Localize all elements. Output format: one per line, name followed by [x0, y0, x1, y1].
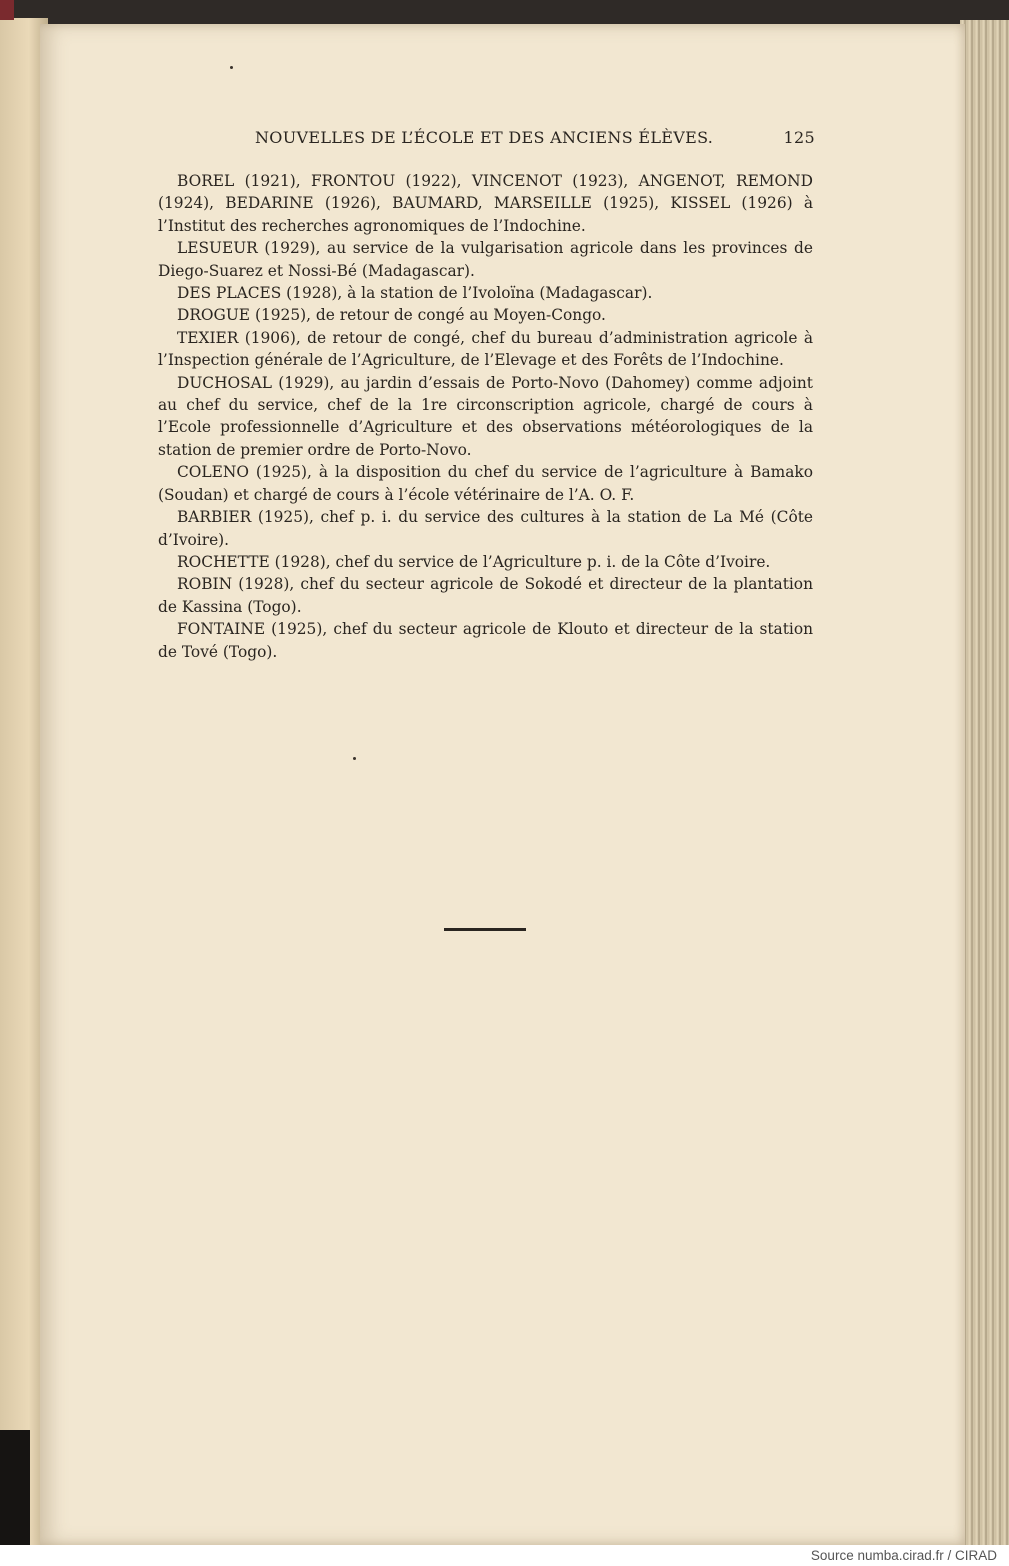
entry-paragraph: ROCHETTE (1928), chef du service de l’Agriculture p. i. de la Côte d’Ivoire.: [177, 552, 771, 571]
speck: [230, 66, 233, 69]
entry-paragraph: DROGUE (1925), de retour de congé au Moyen-Congo.: [177, 306, 606, 325]
entry-paragraph: LESUEUR (1929), au service de la vulgarisation agricole dans les provinces de Diego-Suarez et Nossi-Bé (Madagascar).: [158, 239, 813, 280]
entry-paragraph: ROBIN (1928), chef du secteur agricole de Sokodé et directeur de la plantation de Kassina (Togo).: [158, 575, 813, 616]
entry-paragraph: BOREL (1921), FRONTOU (1922), VINCENOT (1923), ANGENOT, REMOND (1924), BEDARINE (1926), BAUMARD, MARSEILLE (1925), KISSEL (1926) à l’Institut des recherches agronomiques de l’Indochine.: [158, 172, 813, 235]
entry-paragraph: BARBIER (1925), chef p. i. du service des cultures à la station de La Mé (Côte d’Ivoire).: [158, 508, 813, 549]
entry-paragraph: DES PLACES (1928), à la station de l’Ivoloïna (Madagascar).: [177, 284, 653, 303]
page-body: [158, 170, 813, 663]
source-credit: Source numba.cirad.fr / CIRAD: [810, 1548, 997, 1563]
speck: [353, 757, 356, 760]
page-edge-stack: [960, 20, 1009, 1545]
entry-paragraph: FONTAINE (1925), chef du secteur agricole de Klouto et directeur de la station de Tové (Togo).: [158, 620, 813, 661]
section-end-rule: [444, 928, 526, 931]
entry-paragraph: COLENO (1925), à la disposition du chef du service de l’agriculture à Bamako (Soudan) et chargé de cours à l’école vétérinaire de l’A. O. F.: [158, 463, 813, 504]
running-header: [255, 128, 815, 152]
entry-paragraph: TEXIER (1906), de retour de congé, chef du bureau d’administration agricole à l’Inspection générale de l’Agriculture, de l’Elevage et des Forêts de l’Indochine.: [158, 328, 813, 370]
binding-spine: [0, 0, 14, 20]
running-title: NOUVELLES DE L’ÉCOLE ET DES ANCIENS ÉLÈVES.: [255, 128, 714, 147]
page-number: 125: [783, 128, 815, 147]
bookmark-ribbon: [0, 1430, 30, 1545]
entry-paragraph: DUCHOSAL (1929), au jardin d’essais de Porto-Novo (Dahomey) comme adjoint au chef du service, chef de la 1re circonscription agricole, chargé de cours à l’Ecole professionnelle d’Agriculture et des observations météorologiques de la station de premier ordre de Porto-Novo.: [158, 373, 813, 459]
